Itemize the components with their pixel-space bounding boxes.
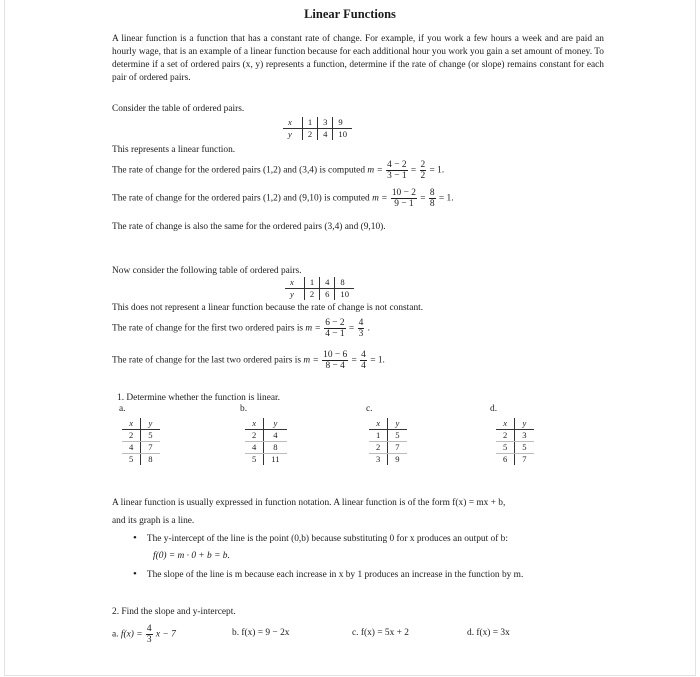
- table-cell: 1: [302, 117, 317, 129]
- y-label: y: [290, 289, 294, 299]
- bullet-y-intercept-formula: f(0) = m · 0 + b = b.: [153, 551, 230, 561]
- x-header: x: [496, 418, 515, 430]
- bullet-dot: •: [133, 568, 137, 580]
- table-row: [245, 430, 287, 442]
- slope-symbol: m =: [372, 193, 388, 204]
- sentence: The rate of change for the last two ordered pairs is: [112, 355, 301, 366]
- fraction: [429, 188, 436, 209]
- fraction: [360, 350, 367, 371]
- table-cell: 2: [304, 289, 319, 301]
- question1-d-label: d.: [490, 404, 498, 414]
- example1-y-row: [283, 129, 352, 141]
- table-row: [122, 430, 160, 442]
- numerator: 4: [146, 624, 152, 634]
- table-row: [122, 454, 160, 466]
- question1-b-label: b.: [240, 404, 248, 414]
- x-header: x: [245, 418, 264, 430]
- table-row: [245, 454, 287, 466]
- equals: =: [420, 193, 426, 204]
- table-cell: 8: [148, 454, 153, 464]
- slope-symbol: m =: [367, 165, 383, 176]
- question1-a-table: [122, 418, 160, 465]
- numerator: 6 − 2: [325, 318, 345, 328]
- table-cell: 6: [320, 289, 335, 301]
- table-cell: 9: [395, 454, 400, 464]
- numerator: 10 − 2: [391, 188, 416, 198]
- bullet-slope: [133, 568, 523, 580]
- table-cell: 8: [264, 442, 287, 454]
- example1-table: [283, 117, 352, 140]
- table-cell: 9: [333, 117, 352, 129]
- example1-rate-line-3: The rate of change is also the same for the ordered pairs (3,4) and (9,10).: [112, 222, 386, 232]
- slope-symbol: m =: [305, 323, 321, 334]
- table-row: [369, 454, 407, 466]
- equals: =: [348, 323, 355, 334]
- example2-table: [285, 277, 354, 300]
- example1-verdict: This represents a linear function.: [112, 145, 236, 155]
- table-row: [245, 442, 287, 454]
- question1-b-table: [245, 418, 287, 465]
- table-row: [369, 430, 407, 442]
- x-label: x: [283, 117, 302, 129]
- example2-rate-line-2: [112, 350, 385, 371]
- denominator: 2: [420, 171, 426, 181]
- question2-a: [112, 624, 176, 645]
- fraction: [146, 624, 153, 645]
- table-cell: 2: [496, 430, 515, 442]
- table-cell: 7: [388, 442, 407, 454]
- numerator: 4 − 2: [387, 160, 407, 170]
- table-cell: 2: [122, 430, 141, 442]
- question1-d-table: [496, 418, 534, 465]
- table-cell: 7: [141, 442, 160, 454]
- table-row: [496, 430, 534, 442]
- denominator: 3: [358, 329, 364, 339]
- table-cell: 5: [122, 454, 141, 466]
- table-cell: 2: [302, 129, 317, 141]
- x-header: x: [369, 418, 388, 430]
- item-label: a.: [112, 629, 119, 640]
- question1-a-label: a.: [119, 404, 126, 414]
- intro-paragraph: A linear function is a function that has a constant rate of change. For example, if you work a few hours a week and are paid an hourly wage, that is an example of a linear function because for each additional hour you work you gain a set amount of money. To determine if a set of ordered pairs (x, y) represents a function, determine if the rate of change (or slope) remains constant for each pair of ordered pairs.: [112, 34, 604, 83]
- table-header: [369, 418, 407, 430]
- table-cell: 3: [515, 430, 534, 442]
- slope-symbol: m =: [303, 355, 319, 366]
- table-cell: 3: [369, 454, 388, 466]
- table-cell: 5: [388, 430, 407, 442]
- x-header: x: [122, 418, 141, 430]
- table-cell: 11: [271, 454, 280, 464]
- sentence: The rate of change for the ordered pairs (1,2) and (3,4) is computed: [112, 165, 366, 176]
- table-cell: 4: [122, 442, 141, 454]
- table-cell: 1: [304, 277, 319, 289]
- numerator: 8: [429, 188, 435, 198]
- table-cell: 4: [245, 442, 264, 454]
- table-row: [496, 442, 534, 454]
- fraction: [391, 188, 417, 209]
- y-header: y: [388, 418, 407, 430]
- table-row: [122, 442, 160, 454]
- example1-lead: Consider the table of ordered pairs.: [112, 104, 245, 114]
- table-cell: 4: [320, 277, 335, 289]
- denominator: 4 − 1: [325, 329, 345, 339]
- table-cell: 5: [245, 454, 264, 466]
- denominator: 8: [429, 199, 435, 209]
- example1-x-row: [283, 117, 352, 129]
- bullet-text: The slope of the line is m because each increase in x by 1 produces an increase in the function by m.: [146, 570, 524, 580]
- table-cell: 5: [141, 430, 160, 442]
- table-cell: 10: [335, 289, 354, 301]
- result: = 1.: [438, 193, 454, 204]
- bullet-text: The y-intercept of the line is the point (0,b) because substituting 0 for x produces an output of b:: [146, 534, 508, 544]
- y-label: y: [288, 129, 292, 139]
- function-right: x − 7: [155, 629, 176, 640]
- table-cell: 2: [369, 442, 388, 454]
- question1-c-table: [369, 418, 407, 465]
- table-cell: 1: [369, 430, 388, 442]
- denominator: 3: [146, 635, 152, 645]
- example2-y-row: [285, 289, 354, 301]
- result: = 1.: [370, 355, 385, 366]
- fraction: [324, 318, 345, 339]
- question2-c: c. f(x) = 5x + 2: [352, 628, 409, 638]
- y-header: y: [141, 418, 160, 430]
- bullet-dot: •: [133, 532, 137, 544]
- table-cell: 4: [264, 430, 287, 442]
- notation-line-2: and its graph is a line.: [112, 516, 195, 526]
- table-row: [496, 454, 534, 466]
- result: = 1.: [429, 165, 445, 176]
- equals: =: [410, 165, 417, 176]
- question2-d: d. f(x) = 3x: [467, 628, 510, 638]
- example1-rate-line-2: [112, 188, 454, 209]
- numerator: 4: [358, 318, 364, 328]
- sentence: The rate of change for the ordered pairs (1,2) and (9,10) is computed: [112, 193, 370, 204]
- table-row: [369, 442, 407, 454]
- table-cell: 3: [318, 117, 333, 129]
- table-header: [496, 418, 534, 430]
- page-title: Linear Functions: [304, 7, 396, 21]
- example2-lead: Now consider the following table of ordered pairs.: [112, 266, 302, 276]
- y-header: y: [264, 418, 287, 430]
- fraction: [358, 318, 365, 339]
- table-cell: 5: [515, 442, 534, 454]
- example2-rate-line-1: [112, 318, 370, 339]
- question1-prompt: 1. Determine whether the function is linear.: [117, 393, 280, 403]
- example2-verdict: This does not represent a linear function because the rate of change is not constant.: [112, 303, 424, 313]
- table-cell: 5: [496, 442, 515, 454]
- numerator: 4: [361, 350, 366, 360]
- table-cell: 4: [318, 129, 333, 141]
- denominator: 9 − 1: [394, 199, 414, 209]
- example1-rate-line-1: [112, 160, 444, 181]
- denominator: 4: [361, 361, 366, 371]
- table-cell: 8: [335, 277, 354, 289]
- sentence: The rate of change for the first two ordered pairs is: [112, 323, 304, 334]
- bullet-y-intercept: [133, 532, 508, 544]
- table-header: [122, 418, 160, 430]
- question1-c-label: c.: [366, 404, 373, 414]
- example2-x-row: [285, 277, 354, 289]
- table-cell: 10: [333, 129, 352, 141]
- function-left: f(x) =: [120, 629, 143, 640]
- numerator: 2: [420, 160, 426, 170]
- denominator: 8 − 4: [325, 361, 345, 371]
- equals: =: [351, 355, 357, 366]
- question2-prompt: 2. Find the slope and y-intercept.: [112, 607, 236, 617]
- question2-b: b. f(x) = 9 − 2x: [232, 628, 290, 638]
- y-header: y: [515, 418, 534, 430]
- notation-line-1: A linear function is usually expressed in function notation. A linear function is of the form f(x) = mx + b,: [112, 498, 506, 508]
- table-cell: 2: [245, 430, 264, 442]
- table-cell: 6: [496, 454, 515, 466]
- table-header: [245, 418, 287, 430]
- x-label: x: [285, 277, 304, 289]
- result: .: [367, 323, 370, 334]
- table-cell: 7: [522, 454, 527, 464]
- fraction: [420, 160, 427, 181]
- numerator: 10 − 6: [323, 350, 348, 360]
- fraction: [322, 350, 348, 371]
- denominator: 3 − 1: [387, 171, 407, 181]
- fraction: [386, 160, 407, 181]
